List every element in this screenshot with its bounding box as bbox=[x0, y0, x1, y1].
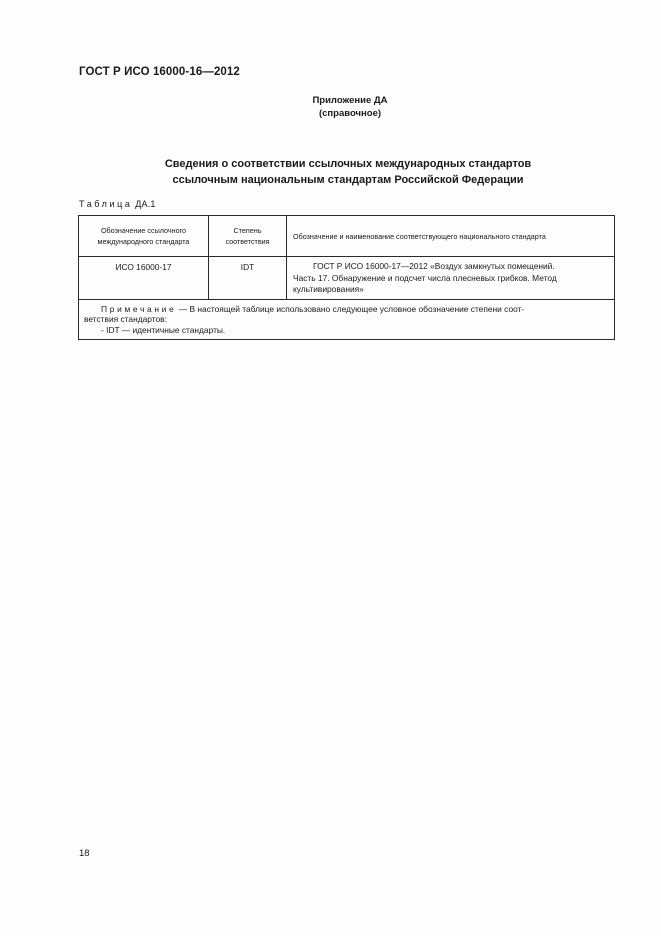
correspondence-table bbox=[78, 215, 615, 340]
header-col2-line2: соответствия bbox=[225, 237, 270, 246]
cell-degree: IDT bbox=[209, 257, 287, 300]
note-line-2: ветствия стандартов: bbox=[84, 314, 167, 324]
cell-national-standard bbox=[287, 257, 615, 300]
appendix-heading bbox=[240, 94, 460, 120]
table-note bbox=[79, 299, 615, 340]
national-line-1: ГОСТ Р ИСО 16000-17—2012 «Воздух замкнутых помещений. bbox=[313, 261, 555, 271]
note-line-3: - IDT — идентичные стандарты. bbox=[101, 324, 226, 335]
national-line-3: культивирования» bbox=[293, 284, 364, 294]
note-text-1: — В настоящей таблице использовано следующее условное обозначение степени соот- bbox=[176, 303, 525, 314]
section-title-line-1: Сведения о соответствии ссылочных международных стандартов bbox=[164, 158, 532, 170]
table-caption-word: Таблица bbox=[79, 199, 133, 209]
note-label: Примечание bbox=[101, 303, 177, 314]
note-line-1 bbox=[84, 304, 608, 315]
header-international-standard bbox=[79, 216, 209, 257]
header-national-standard: Обозначение и наименование соответствующего национального стандарта bbox=[287, 216, 615, 257]
header-col1-line1: Обозначение ссылочного bbox=[100, 226, 187, 235]
appendix-title: Приложение ДА bbox=[312, 95, 388, 106]
table-header-row bbox=[79, 216, 615, 257]
header-degree bbox=[209, 216, 287, 257]
header-col1-line2: международного стандарта bbox=[97, 237, 190, 246]
header-col2-line1: Степень bbox=[233, 226, 262, 235]
table-row bbox=[79, 257, 615, 300]
table-note-row bbox=[79, 299, 615, 340]
section-title-line-2: ссылочным национальным стандартам Российской Федерации bbox=[172, 174, 524, 186]
document-header-id: ГОСТ Р ИСО 16000-16—2012 bbox=[79, 66, 240, 78]
cell-international-standard: ИСО 16000-17 bbox=[79, 257, 209, 300]
national-line-2: Часть 17. Обнаружение и подсчет числа плесневых грибков. Метод bbox=[293, 272, 557, 283]
appendix-subtitle: (справочное) bbox=[318, 108, 382, 119]
table-caption bbox=[79, 199, 156, 209]
page-number: 18 bbox=[79, 848, 90, 859]
table-caption-number: ДА.1 bbox=[135, 199, 156, 209]
section-title bbox=[100, 156, 596, 188]
